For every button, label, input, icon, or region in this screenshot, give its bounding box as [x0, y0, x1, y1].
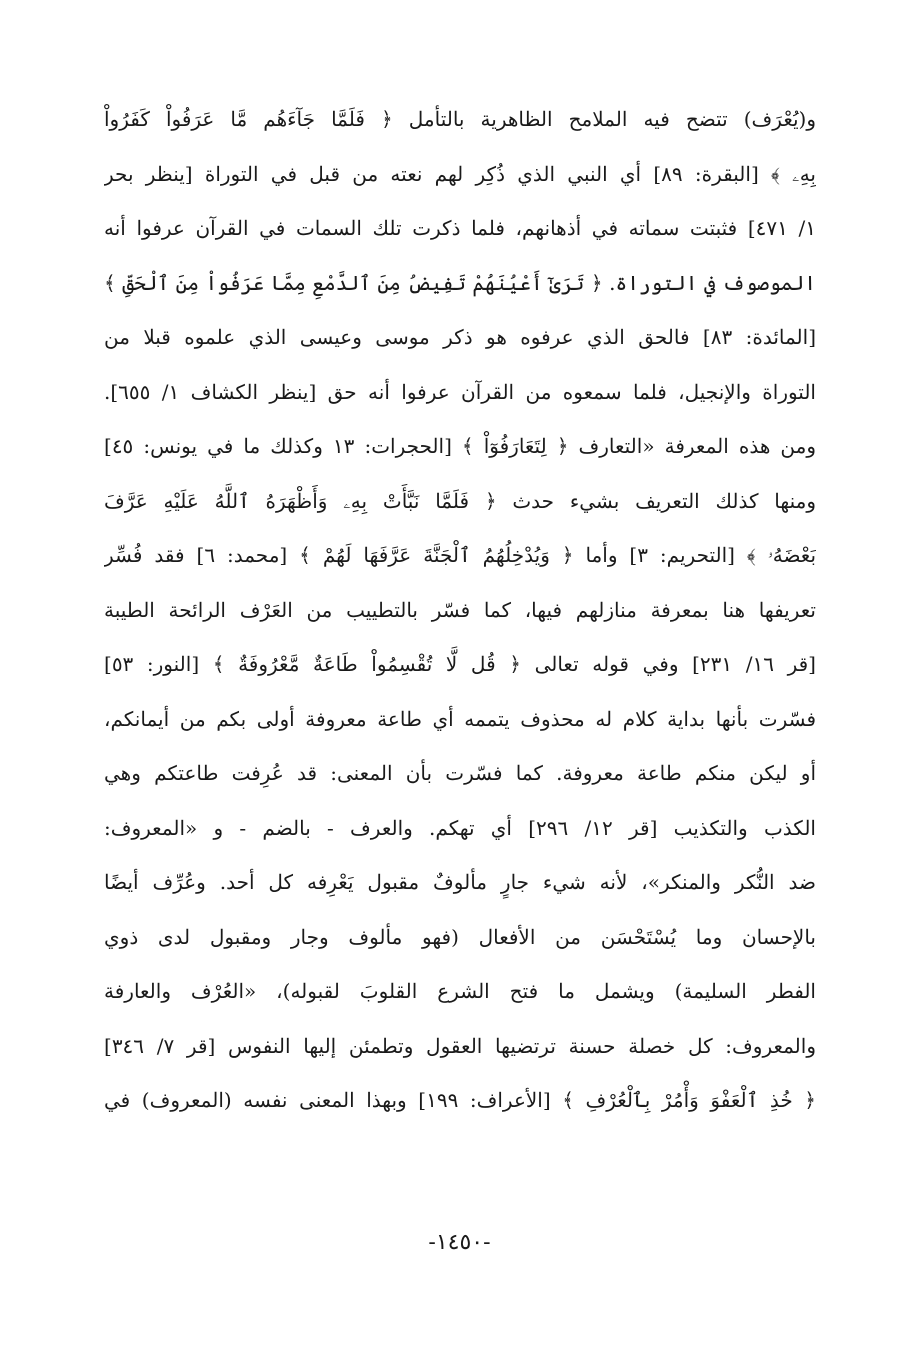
- body-text: [104, 92, 816, 1128]
- text-line: الفطر السليمة) ويشمل ما فتح الشرع القلوبَ لقبوله)، «العُرْف والعارفة: [104, 979, 816, 1003]
- page-number: -١٤٥٠-: [428, 1230, 491, 1255]
- text-line: أو ليكن منكم طاعة معروفة. كما فسّرت بأن المعنى: قد عُرِفت طاعتكم وهي: [104, 761, 816, 785]
- text-line: تعريفها هنا بمعرفة منازلهم فيها، كما فسّر بالتطييب من العَرْف الرائحة الطيبة: [104, 597, 816, 622]
- text-line: فسّرت بأنها بداية كلام له محذوف يتممه أي طاعة معروفة أولى بكم من أيمانكم،: [104, 706, 816, 731]
- text-line: الكذب والتكذيب [قر ١٢/ ٢٩٦] أي تهكم. والعرف - بالضم - و «المعروف:: [104, 815, 816, 840]
- text-line: التوراة والإنجيل، فلما سمعوه من القرآن عرفوا أنه حق [ينظر الكشاف ١/ ٦٥٥].: [104, 379, 816, 404]
- text-line: و(يُعْرَف) تتضح فيه الملامح الظاهرية بالتأمل ﴿ فَلَمَّا جَآءَهُم مَّا عَرَفُواْ كَفَرُواْ: [104, 107, 816, 131]
- text-line: [المائدة: ٨٣] فالحق الذي عرفوه هو ذكر موسى وعيسى الذي علموه قبلا من: [104, 325, 816, 349]
- text-line: الموصوف في التوراة. ﴿ تَرَىٰٓ أَعْيُنَهُمْ تَفِيضُ مِنَ ٱلدَّمْعِ مِمَّا عَرَفُواْ مِنَ ٱلْحَقِّ ﴾: [104, 270, 816, 295]
- text-line: والمعروف: كل خصلة حسنة ترتضيها العقول وتطمئن إليها النفوس [قر ٧/ ٣٤٦]: [104, 1033, 816, 1058]
- text-line: بالإحسان وما يُسْتَحْسَن من الأفعال (فهو مألوف وجار ومقبول لدى ذوي: [104, 924, 816, 949]
- text-line: ﴿ خُذِ ٱلْعَفْوَ وَأْمُرْ بِٱلْعُرْفِ ﴾ [الأعراف: ١٩٩] وبهذا المعنى نفسه (المعروف) في: [104, 1088, 816, 1112]
- text-line: ومنها كذلك التعريف بشيء حدث ﴿ فَلَمَّا نَبَّأَتْ بِهِۦ وَأَظْهَرَهُ ٱللَّهُ عَلَيْهِ عَرَّفَ: [104, 488, 816, 513]
- text-line: ومن هذه المعرفة «التعارف ﴿ لِتَعَارَفُوٓاْ ﴾ [الحجرات: ١٣ وكذلك ما في يونس: ٤٥]: [104, 434, 816, 458]
- text-line: بَعْضَهُۥ ﴾ [التحريم: ٣] وأما ﴿ وَيُدْخِلُهُمُ ٱلْجَنَّةَ عَرَّفَهَا لَهُمْ ﴾ [محمد: ٦] فقد فُسِّر: [104, 543, 816, 567]
- text-line: ضد النُّكر والمنكر»، لأنه شيء جارٍ مألوفٌ مقبول يَعْرِفه كل أحد. وعُرِّف أيضًا: [104, 870, 816, 894]
- text-line: بِهِۦ ﴾ [البقرة: ٨٩] أي النبي الذي ذُكِر لهم نعته من قبل في التوراة [ينظر بحر: [104, 161, 816, 186]
- text-line: ١/ ٤٧١] فثبتت سماته في أذهانهم، فلما ذكرت تلك السمات في القرآن عرفوا أنه: [104, 216, 816, 240]
- text-line: [قر ١٦/ ٢٣١] وفي قوله تعالى ﴿ قُل لَّا تُقْسِمُواْ طَاعَةٌ مَّعْرُوفَةٌ ﴾ [النور: ٥٣]: [104, 652, 816, 676]
